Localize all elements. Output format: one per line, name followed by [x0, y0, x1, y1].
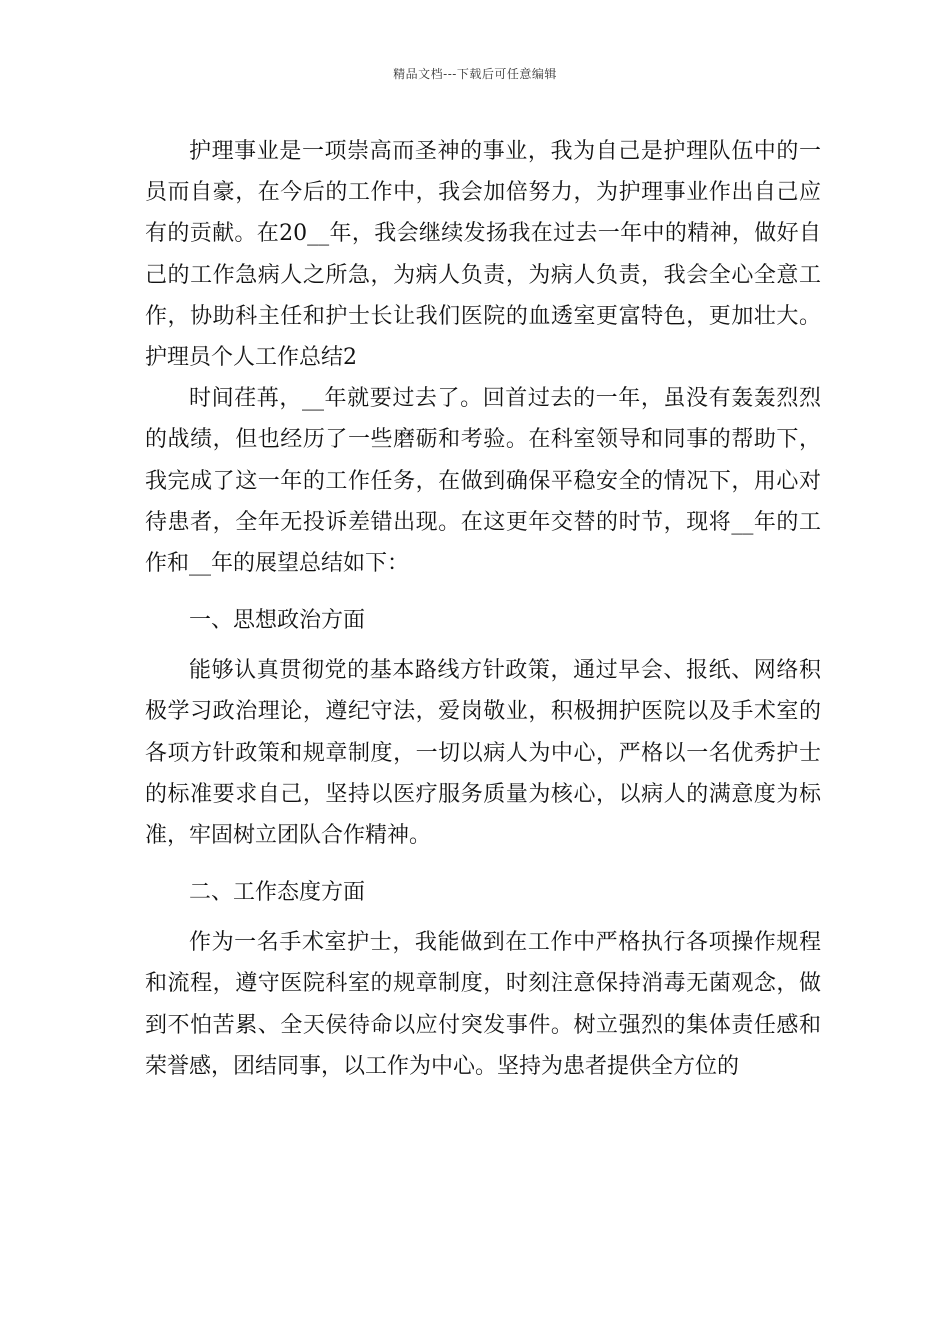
paragraph-4: 作为一名手术室护士，我能做到在工作中严格执行各项操作规程和流程，遵守医院科室的规章制度，时刻注意保持消毒无菌观念，做到不怕苦累、全天侯待命以应付突发事件。树立强烈的集体责任感和荣誉感，团结同事，以工作为中心。坚持为患者提供全方位的: [145, 930, 821, 1079]
paragraph-3: 能够认真贯彻党的基本路线方针政策，通过早会、报纸、网络积极学习政治理论，遵纪守法，爱岗敬业，积极拥护医院以及手术室的各项方针政策和规章制度，一切以病人为中心，严格以一名优秀护士的标准要求自己，坚持以医疗服务质量为核心，以病人的满意度为标准，牢固树立团队合作精神。: [145, 658, 821, 849]
paragraph-2: 时间荏苒，__年就要过去了。回首过去的一年，虽没有轰轰烈烈的战绩，但也经历了一些磨砺和考验。在科室领导和同事的帮助下，我完成了这一年的工作任务，在做到确保平稳安全的情况下，用心对待患者，全年无投诉差错出现。在这更年交替的时节，现将__年的工作和__年的展望总结如下：: [145, 386, 821, 577]
document-body: [145, 131, 821, 1087]
section-heading-2: 二、工作态度方面: [189, 880, 366, 906]
page-header: 精品文档---下载后可任意编辑: [393, 67, 557, 81]
paragraph-1: 护理事业是一项崇高而圣神的事业，我为自己是护理队伍中的一员而自豪，在今后的工作中，我会加倍努力，为护理事业作出自己应有的贡献。在20__年，我会继续发扬我在过去一年中的精神，做好自己的工作急病人之所急，为病人负责，为病人负责，我会全心全意工作，协助科主任和护士长让我们医院的血透室更富特色，更加壮大。护理员个人工作总结2: [145, 139, 821, 371]
section-heading-1: 一、思想政治方面: [189, 608, 366, 634]
